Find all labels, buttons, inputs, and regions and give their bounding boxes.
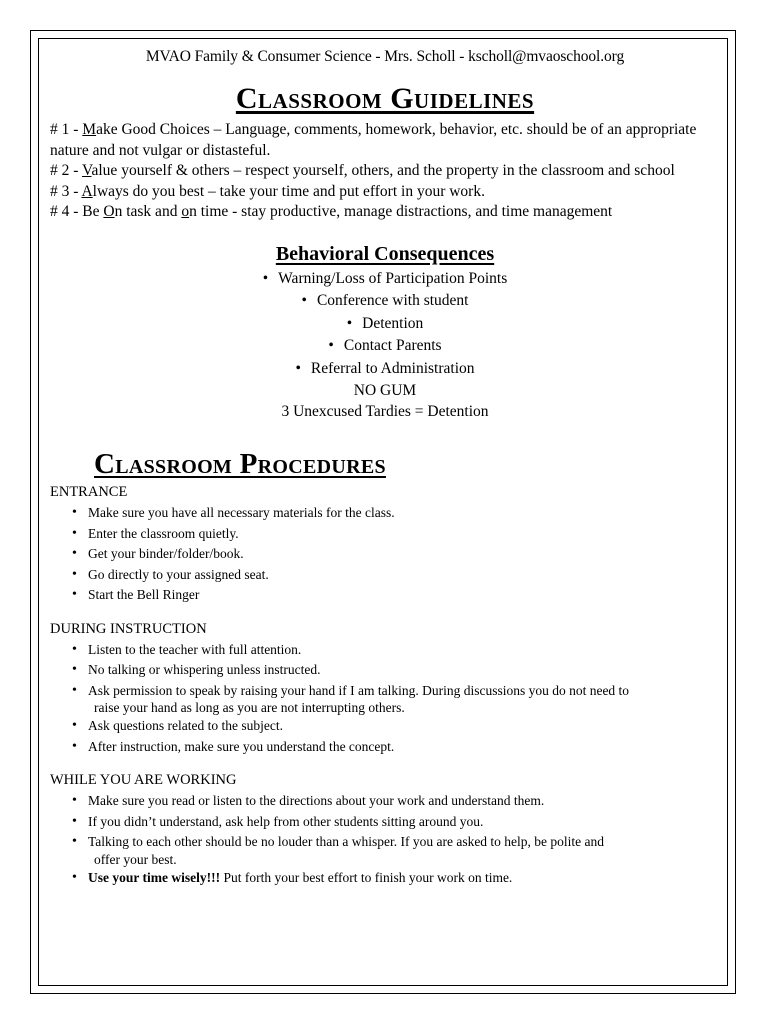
guideline-keyword-part: n task and	[114, 203, 182, 220]
list-item-continuation: raise your hand as long as you are not interrupting others.	[94, 700, 405, 715]
list-item: • Referral to Administration	[50, 358, 720, 381]
guideline-keyword-initial: A	[81, 182, 93, 200]
list-item-text: Talking to each other should be no louder than a whisper. If you are asked to help, be polite and	[88, 834, 605, 849]
guideline-keyword	[82, 162, 230, 179]
list-item	[88, 868, 720, 889]
list-item: • Make sure you read or listen to the directions about your work and understand them.	[88, 791, 720, 812]
header-line: MVAO Family & Consumer Science - Mrs. Scholl - kscholl@mvaoschool.org	[145, 48, 625, 65]
guideline-text: – take your time and put effort in your work.	[204, 182, 485, 200]
guideline-keyword-initial: O	[103, 203, 115, 220]
guideline-keyword	[82, 121, 209, 138]
guideline-1	[50, 120, 720, 161]
guideline-number: # 2 -	[50, 162, 83, 179]
consequences-title: Behavioral Consequences	[275, 242, 495, 265]
guideline-4	[50, 202, 720, 223]
guideline-keyword-rest: ake Good Choices	[96, 121, 210, 138]
list-item: • No talking or whispering unless instructed.	[88, 660, 720, 681]
while-working-heading: WHILE YOU ARE WORKING	[50, 772, 237, 788]
guideline-keyword-rest: lways do you best	[92, 182, 205, 200]
entrance-list	[50, 503, 720, 606]
during-instruction-heading: DURING INSTRUCTION	[50, 620, 207, 637]
page-title: Classroom Guidelines	[235, 82, 535, 115]
guideline-number: # 4 -	[50, 203, 83, 220]
list-item: • Conference with student	[50, 290, 720, 313]
entrance-heading: ENTRANCE	[50, 484, 128, 500]
emphasis-text: Use your time wisely!!!	[88, 869, 221, 885]
list-item: • After instruction, make sure you understand the concept.	[88, 737, 720, 758]
guideline-keyword	[81, 183, 204, 200]
procedures-title: Classroom Procedures	[94, 448, 386, 480]
list-item: • Ask questions related to the subject.	[88, 716, 720, 737]
list-item	[88, 832, 720, 868]
guideline-number: # 3 -	[50, 182, 82, 200]
list-item: • Detention	[50, 313, 720, 336]
no-gum-notice: NO GUM	[353, 382, 417, 399]
guideline-number: # 1 -	[50, 121, 83, 138]
guideline-text: – Language, comments, homework, behavior, etc. should be of an appropriate nature and not vulgar or distasteful.	[50, 121, 697, 159]
guideline-keyword-initial: o	[181, 203, 190, 220]
tardies-notice: 3 Unexcused Tardies = Detention	[281, 403, 489, 420]
list-item: • Get your binder/folder/book.	[88, 544, 720, 565]
list-item	[88, 681, 720, 717]
guideline-text: - stay productive, manage distractions, and time management	[228, 203, 613, 220]
guideline-2	[50, 161, 720, 182]
list-item: • Start the Bell Ringer	[88, 585, 720, 606]
during-instruction-list	[50, 640, 720, 758]
document-body	[50, 48, 720, 888]
list-item-continuation: offer your best.	[94, 851, 177, 867]
guideline-keyword-rest: alue yourself & others	[91, 162, 230, 179]
list-item: • Contact Parents	[50, 335, 720, 358]
guideline-keyword	[82, 203, 228, 220]
list-item-text: Put forth your best effort to finish your work on time.	[220, 869, 513, 885]
list-item: • Warning/Loss of Participation Points	[50, 268, 720, 291]
list-item: • Enter the classroom quietly.	[88, 524, 720, 545]
list-item: • If you didn’t understand, ask help from other students sitting around you.	[88, 812, 720, 833]
consequences-list	[50, 268, 720, 381]
guideline-keyword-initial: M	[82, 121, 97, 138]
guideline-3	[50, 182, 720, 203]
guideline-text: – respect yourself, others, and the property in the classroom and school	[229, 162, 675, 179]
list-item: • Go directly to your assigned seat.	[88, 565, 720, 586]
list-item: • Make sure you have all necessary materials for the class.	[88, 503, 720, 524]
guideline-keyword-initial: V	[82, 162, 92, 179]
guideline-keyword-part: Be	[82, 203, 104, 220]
list-item-text: Ask permission to speak by raising your hand if I am talking. During discussions you do not need to	[88, 682, 630, 698]
guideline-keyword-part: n time	[189, 203, 229, 220]
while-working-list	[50, 791, 720, 888]
list-item: • Listen to the teacher with full attention.	[88, 640, 720, 661]
